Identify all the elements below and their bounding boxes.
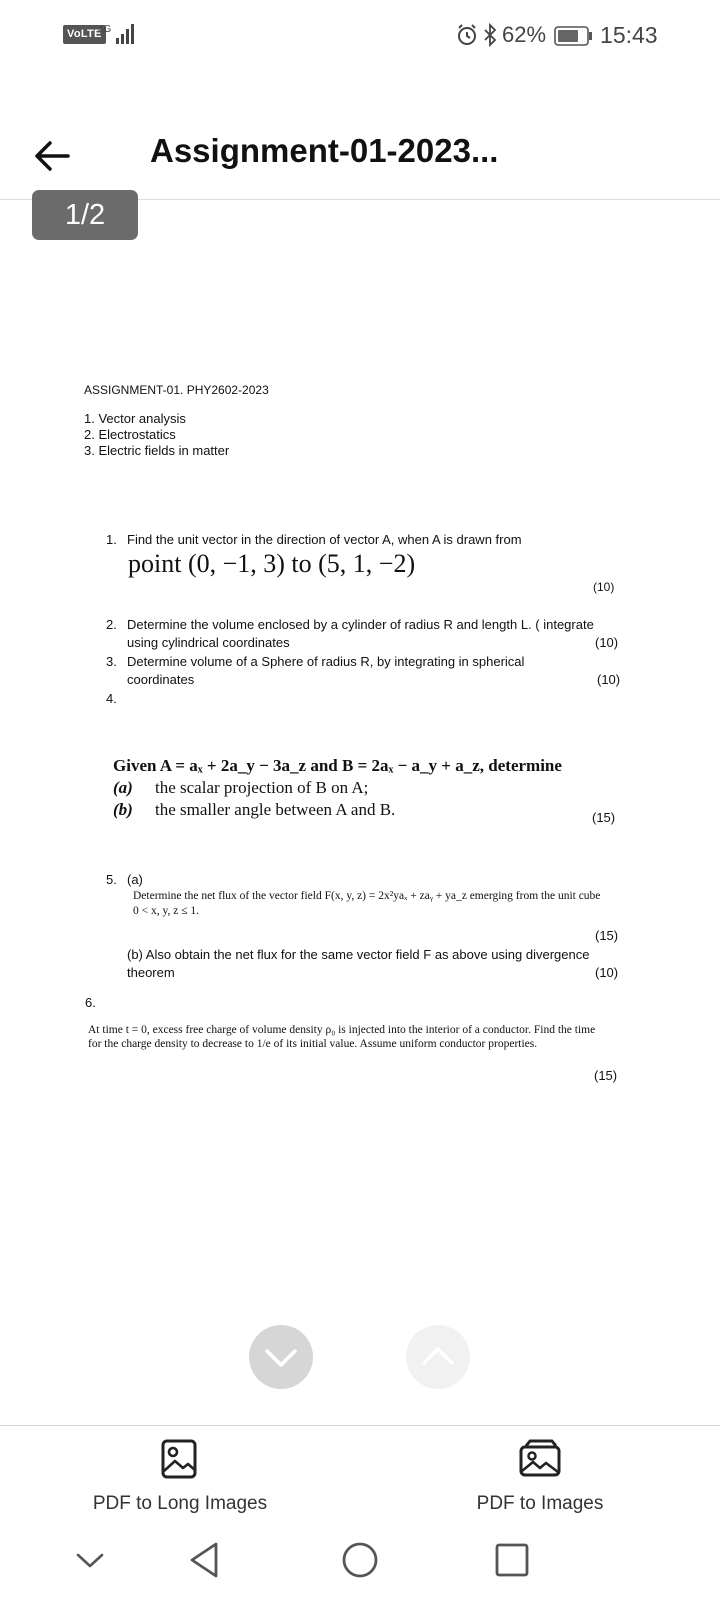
back-button[interactable] xyxy=(30,134,74,178)
topic-item: 2. Electrostatics xyxy=(84,427,176,442)
part-label: (b) xyxy=(113,800,133,819)
marks: (10) xyxy=(595,635,619,650)
battery-icon xyxy=(554,26,590,44)
signal-icon xyxy=(98,20,138,53)
pdf-to-long-images-button[interactable] xyxy=(80,1438,280,1515)
app-bar xyxy=(0,110,720,200)
question-text: the scalar projection of B on A; xyxy=(155,778,369,797)
question-number: 2. xyxy=(106,617,117,632)
question-text: (b) Also obtain the net flux for the same vector field F as above using divergence xyxy=(127,947,590,962)
question-number: 6. xyxy=(85,995,96,1010)
question-number: 4. xyxy=(106,691,117,706)
previous-page-button[interactable] xyxy=(406,1325,470,1389)
marks: (15) xyxy=(595,928,619,943)
chevron-down-icon xyxy=(249,1325,313,1389)
question-number: 5. xyxy=(106,872,117,887)
question-text: the smaller angle between A and B. xyxy=(155,800,396,819)
battery-percent: 62% xyxy=(502,22,547,47)
pdf-to-long-images-label: PDF to Long Images xyxy=(92,1493,268,1514)
topic-item: 3. Electric fields in matter xyxy=(84,443,230,458)
question-text: theorem xyxy=(127,965,175,980)
question-text: for the charge density to decrease to 1/e of its initial value. Assume uniform conductor properties. xyxy=(88,1038,538,1050)
part-label: (a) xyxy=(127,872,143,887)
chevron-up-icon xyxy=(406,1325,470,1389)
next-page-button[interactable] xyxy=(249,1325,313,1389)
question-number: 1. xyxy=(106,532,117,547)
system-nav-bar xyxy=(0,1530,720,1600)
question-text: using cylindrical coordinates xyxy=(127,635,290,650)
pdf-to-images-label: PDF to Images xyxy=(476,1493,604,1514)
question-number: 3. xyxy=(106,654,117,669)
arrow-left-icon xyxy=(30,134,74,178)
marks: (15) xyxy=(594,1068,618,1083)
question-text: coordinates xyxy=(127,672,195,687)
clock: 15:43 xyxy=(600,21,658,48)
marks: (10) xyxy=(593,580,615,594)
part-label: (a) xyxy=(113,778,133,797)
volte-badge: VoLTE xyxy=(63,25,106,44)
nav-home-icon[interactable] xyxy=(340,1540,380,1580)
nav-recents-icon[interactable] xyxy=(492,1540,532,1580)
long-image-icon xyxy=(159,1438,201,1480)
question-text: Find the unit vector in the direction of vector A, when A is drawn from xyxy=(127,532,522,547)
pdf-to-images-button[interactable] xyxy=(460,1438,620,1515)
topic-item: 1. Vector analysis xyxy=(84,411,186,426)
question-text: Determine the volume enclosed by a cylinder of radius R and length L. ( integrate xyxy=(127,617,594,632)
question-text: Given A = aₓ + 2a_y − 3a_z and B = 2aₓ − a_y + a_z, determine xyxy=(113,756,562,775)
document-title: Assignment-01-2023... xyxy=(150,132,499,169)
marks: (10) xyxy=(595,965,619,980)
doc-header: ASSIGNMENT-01. PHY2602-2023 xyxy=(84,383,269,397)
alarm-icon xyxy=(455,23,479,47)
marks: (10) xyxy=(597,672,621,687)
hide-keyboard-icon[interactable] xyxy=(74,1548,106,1572)
bottom-divider xyxy=(0,1425,720,1426)
status-bar xyxy=(0,0,720,72)
bluetooth-icon xyxy=(482,23,498,47)
question-text: 0 < x, y, z ≤ 1. xyxy=(133,905,200,917)
images-icon xyxy=(518,1438,562,1480)
svg-text:4G: 4G xyxy=(98,24,112,35)
question-text: At time t = 0, excess free charge of volume density ρ₀ is injected into the interior of a conductor. Find the time xyxy=(88,1024,596,1036)
question-text: Determine volume of a Sphere of radius R, by integrating in spherical xyxy=(127,654,525,669)
question-math: point (0, −1, 3) to (5, 1, −2) xyxy=(128,549,416,578)
nav-back-icon[interactable] xyxy=(186,1540,222,1580)
question-text: Determine the net flux of the vector field F(x, y, z) = 2x²yaₓ + zaᵧ + ya_z emerging from the unit cube xyxy=(133,890,601,902)
status-right xyxy=(455,20,658,50)
page-indicator: 1/2 xyxy=(32,190,138,240)
marks: (15) xyxy=(592,810,616,825)
